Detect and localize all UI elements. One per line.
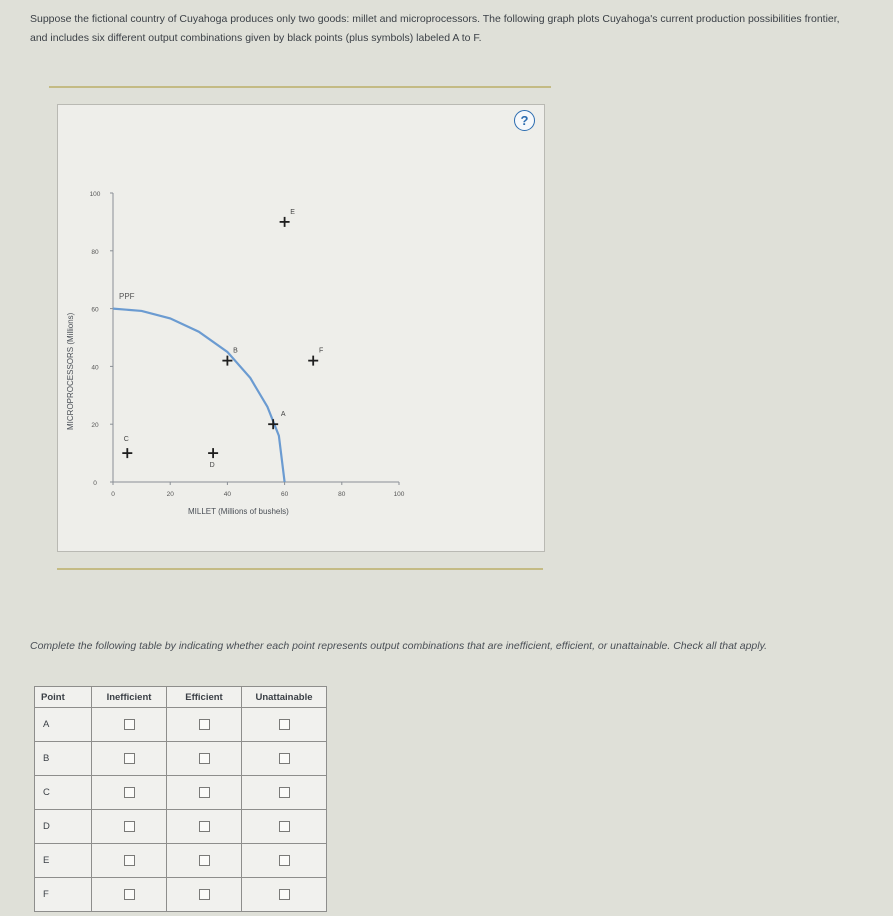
inefficient-cell	[92, 742, 167, 776]
x-tick-label: 40	[223, 491, 232, 498]
table-row	[35, 878, 327, 912]
y-tick-label: 60	[91, 306, 99, 314]
y-tick-label: 80	[91, 248, 99, 256]
header-inefficient: Inefficient	[92, 687, 167, 708]
x-axis-label: MILLET (Millions of bushels)	[188, 507, 289, 516]
point-C-label: C	[123, 436, 129, 444]
x-tick-label: 60	[280, 491, 289, 498]
point-cell: C	[35, 776, 92, 810]
y-tick-label: 100	[89, 191, 101, 198]
point-B-label: B	[233, 347, 238, 355]
y-tick-label: 20	[91, 422, 99, 430]
efficient-checkbox-A[interactable]	[199, 719, 210, 730]
inefficient-cell	[92, 844, 167, 878]
y-tick-label: 0	[93, 480, 97, 487]
table-row	[35, 776, 327, 810]
unattainable-cell	[242, 776, 327, 810]
point-cell: D	[35, 810, 92, 844]
point-A-label: A	[280, 411, 286, 419]
header-unattainable: Unattainable	[242, 687, 327, 708]
header-efficient: Efficient	[167, 687, 242, 708]
classification-table	[34, 686, 327, 912]
bottom-divider	[57, 568, 543, 570]
point-D-label: D	[209, 462, 215, 470]
inefficient-checkbox-D[interactable]	[124, 821, 135, 832]
efficient-cell	[167, 742, 242, 776]
efficient-checkbox-B[interactable]	[199, 753, 210, 764]
unattainable-checkbox-C[interactable]	[279, 787, 290, 798]
unattainable-cell	[242, 742, 327, 776]
unattainable-checkbox-D[interactable]	[279, 821, 290, 832]
graph-panel	[57, 104, 545, 552]
inefficient-cell	[92, 708, 167, 742]
point-cell: B	[35, 742, 92, 776]
unattainable-cell	[242, 878, 327, 912]
efficient-cell	[167, 708, 242, 742]
efficient-cell	[167, 844, 242, 878]
efficient-cell	[167, 810, 242, 844]
point-E-label: E	[290, 208, 295, 216]
table-row	[35, 708, 327, 742]
efficient-checkbox-D[interactable]	[199, 821, 210, 832]
table-row	[35, 810, 327, 844]
ppf-label: PPF	[119, 292, 135, 301]
inefficient-checkbox-E[interactable]	[124, 855, 135, 866]
inefficient-checkbox-F[interactable]	[124, 889, 135, 900]
inefficient-checkbox-A[interactable]	[124, 719, 135, 730]
point-cell: A	[35, 708, 92, 742]
x-tick-label: 0	[111, 491, 115, 498]
point-cell: E	[35, 844, 92, 878]
x-tick-label: 100	[393, 491, 405, 498]
efficient-checkbox-F[interactable]	[199, 889, 210, 900]
inefficient-cell	[92, 810, 167, 844]
unattainable-checkbox-A[interactable]	[279, 719, 290, 730]
header-point: Point	[35, 687, 92, 708]
unattainable-checkbox-F[interactable]	[279, 889, 290, 900]
y-tick-label: 40	[91, 364, 99, 372]
x-tick-label: 20	[166, 491, 174, 498]
question-text: Complete the following table by indicating whether each point represents output combinations that are inefficient, efficient, or unattainable. Check all that apply.	[30, 640, 767, 652]
unattainable-checkbox-B[interactable]	[279, 753, 290, 764]
table-header-row	[35, 687, 327, 708]
inefficient-cell	[92, 878, 167, 912]
unattainable-checkbox-E[interactable]	[279, 855, 290, 866]
efficient-cell	[167, 776, 242, 810]
efficient-cell	[167, 878, 242, 912]
y-axis-label: MICROPROCESSORS (Millions)	[66, 312, 75, 430]
efficient-checkbox-C[interactable]	[199, 787, 210, 798]
point-cell: F	[35, 878, 92, 912]
help-icon[interactable]: ?	[514, 110, 535, 131]
point-F-label: F	[319, 347, 324, 355]
inefficient-checkbox-C[interactable]	[124, 787, 135, 798]
inefficient-checkbox-B[interactable]	[124, 753, 135, 764]
unattainable-cell	[242, 708, 327, 742]
efficient-checkbox-E[interactable]	[199, 855, 210, 866]
table-row	[35, 844, 327, 878]
inefficient-cell	[92, 776, 167, 810]
intro-text: Suppose the fictional country of Cuyahoga produces only two goods: millet and microprocessors. The following graph plots Cuyahoga's current production possibilities frontier, and includes six different output combinations given by black points (plus symbols) labeled A to F.	[30, 13, 840, 44]
top-divider	[49, 86, 551, 88]
unattainable-cell	[242, 810, 327, 844]
x-tick-label: 80	[338, 491, 346, 498]
table-row	[35, 742, 327, 776]
unattainable-cell	[242, 844, 327, 878]
